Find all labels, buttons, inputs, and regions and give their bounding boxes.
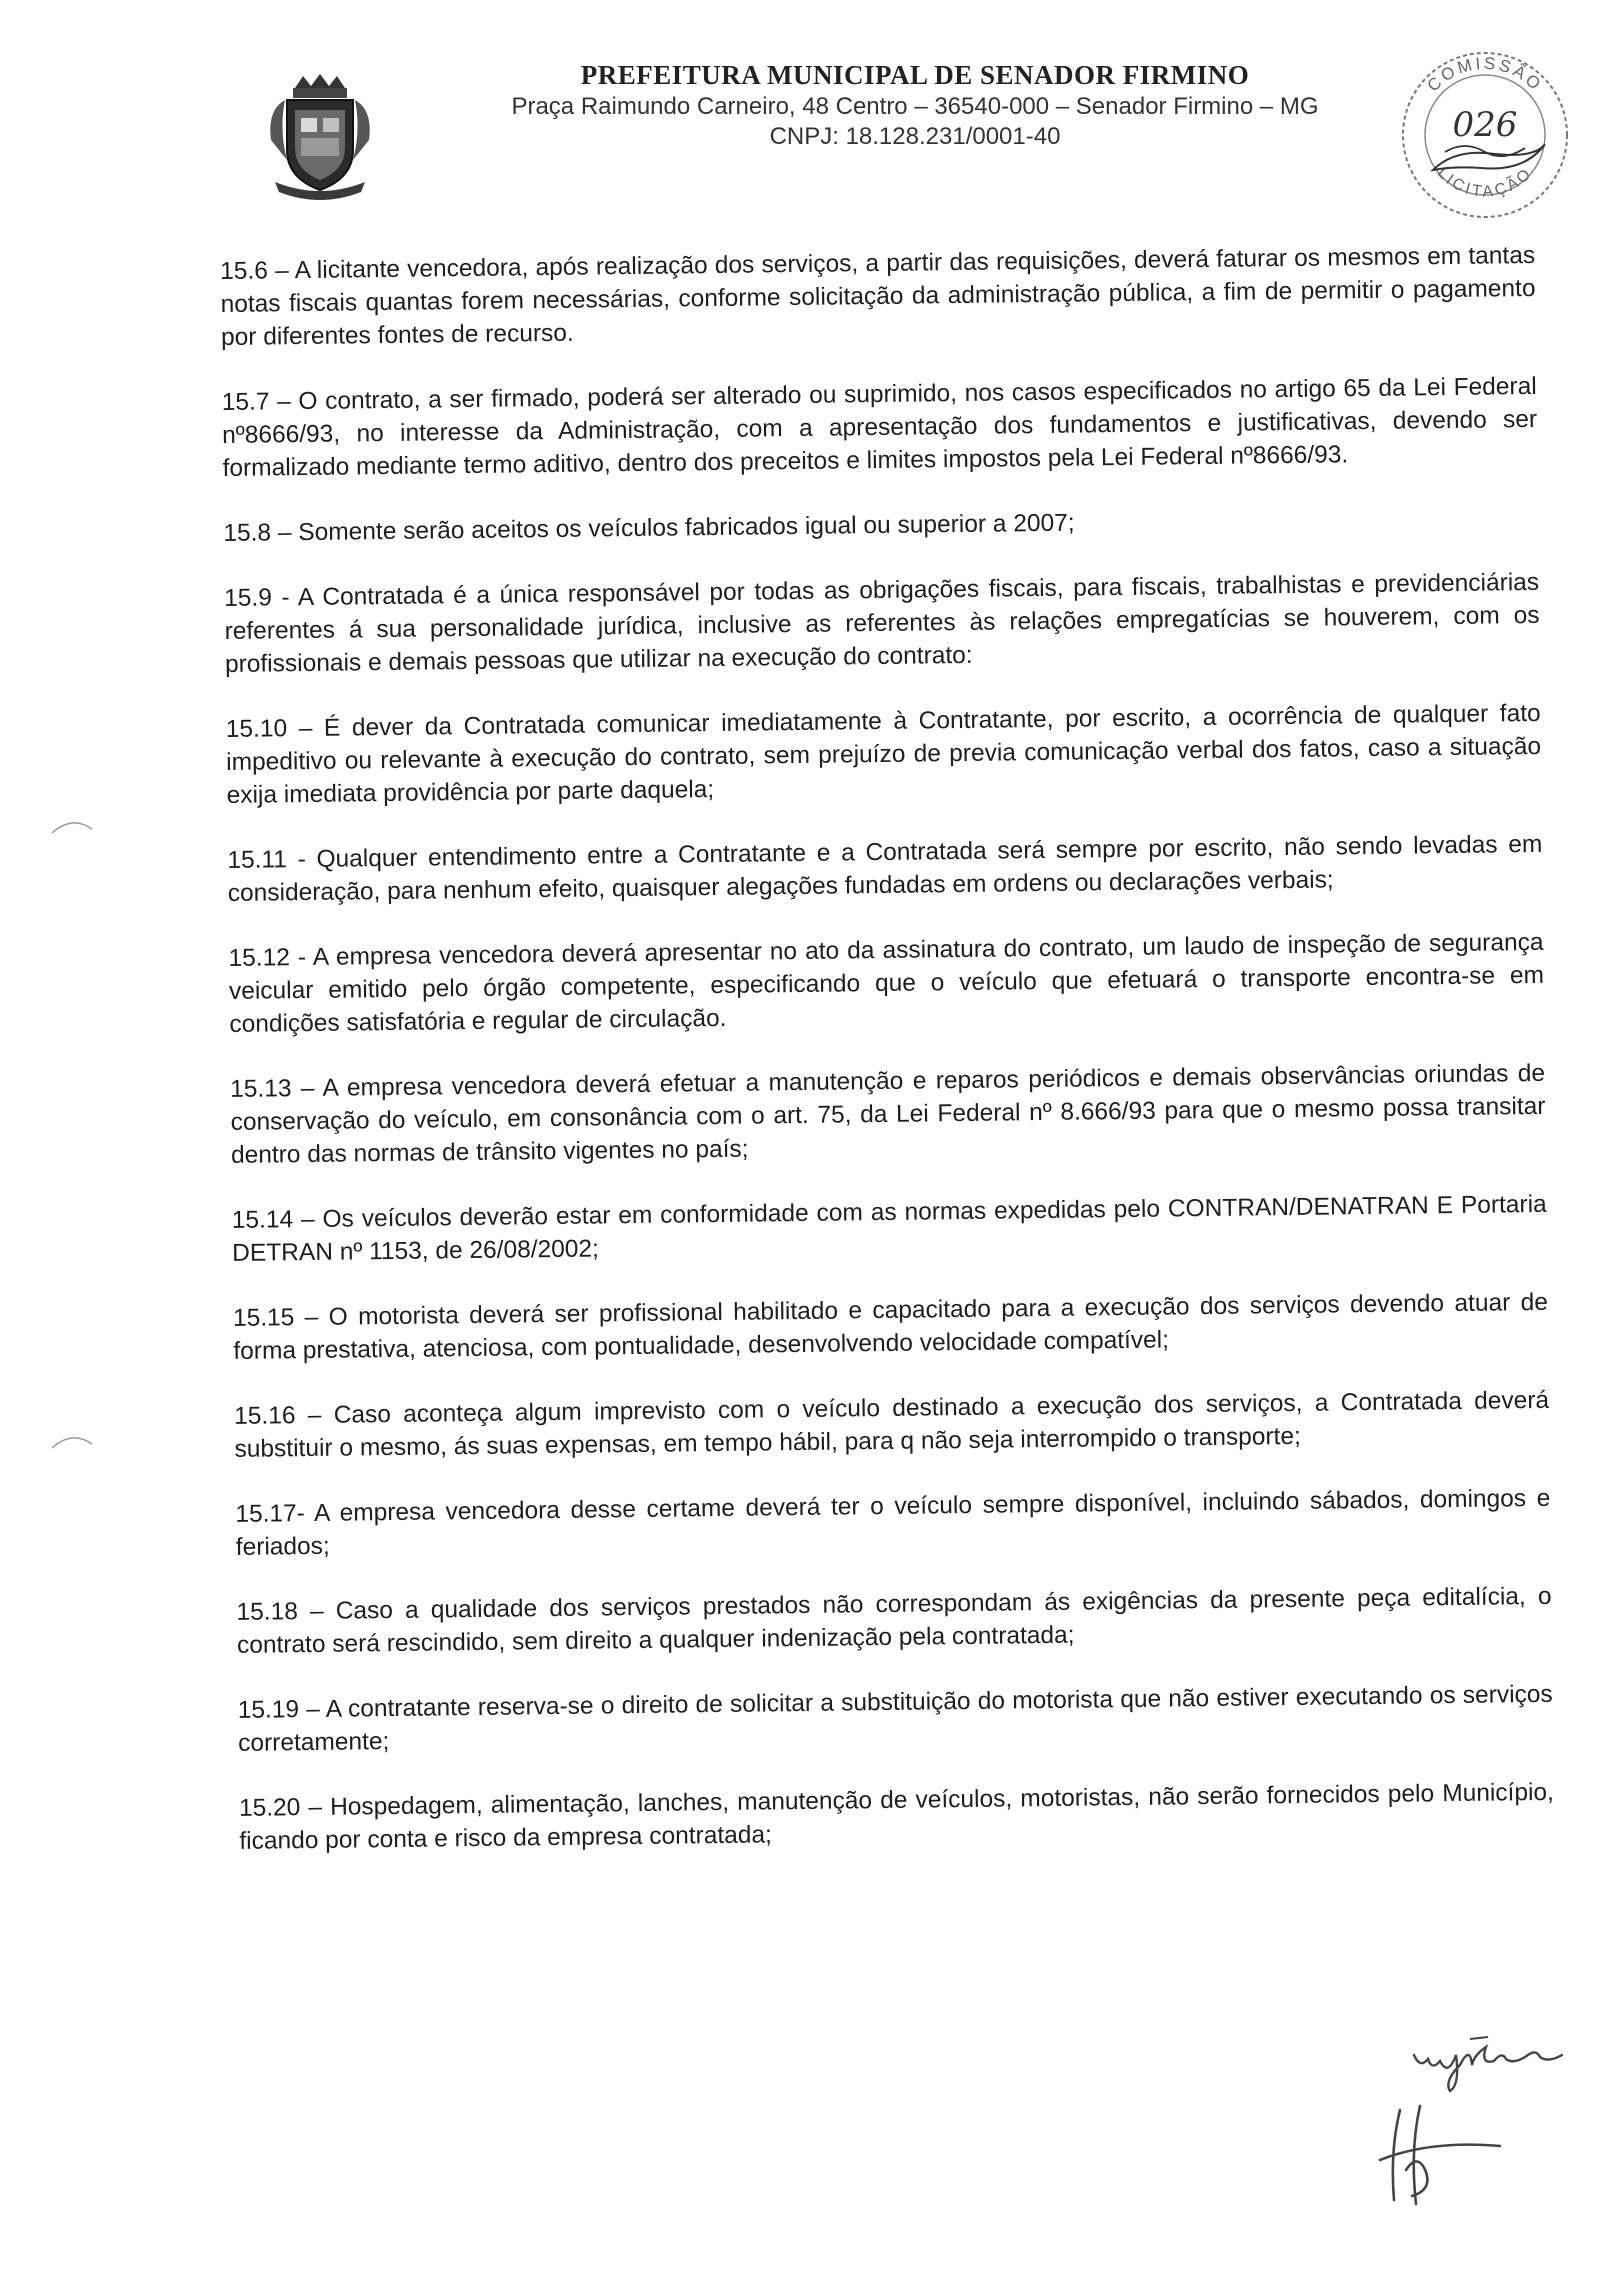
stamp-bottom-text: LICITAÇÃO xyxy=(1433,164,1537,201)
clause-15-10: 15.10 – É dever da Contratada comunicar imediatamente à Contratante, por escrito, a ocorrência de qualquer fato impeditivo ou relevante à execução do contrato, sem prejuízo de previa comunicação verbal dos fatos, caso a situação exija imediata providência por parte daquela; xyxy=(225,699,1542,809)
stamp-page-number: 026 xyxy=(1452,105,1518,145)
svg-text:LICITAÇÃO xyxy=(1434,164,1537,200)
clause-15-6: 15.6 – A licitante vencedora, após realização dos serviços, a partir das requisições, deverá faturar os mesmos em tantas notas fiscais quantas forem necessárias, conforme solicitação da administração pública, a fim de permitir o pagamento por diferentes fontes de recurso. xyxy=(220,241,1536,351)
clause-15-14: 15.14 – Os veículos deverão estar em conformidade com as normas expedidas pelo CONTRAN/DENATRAN E Portaria DETRAN nº 1153, de 26/08/2002; xyxy=(231,1190,1547,1267)
punch-hole-mark xyxy=(50,1430,94,1450)
letterhead-cnpj: CNPJ: 18.128.231/0001-40 xyxy=(769,123,1061,150)
stamp-top-text: COMISSÃO xyxy=(1423,53,1547,96)
commission-stamp xyxy=(1385,40,1585,230)
clause-15-12: 15.12 - A empresa vencedora deverá apresentar no ato da assinatura do contrato, um laudo de inspeção de segurança veicular emitido pelo órgão competente, especificando que o veículo que efetuará o transporte encontra-se em condições satisfatória e regular de circulação. xyxy=(228,928,1545,1038)
letterhead xyxy=(440,60,1390,151)
punch-hole-mark xyxy=(50,815,94,835)
letterhead-title: PREFEITURA MUNICIPAL DE SENADOR FIRMINO xyxy=(580,60,1250,90)
handwritten-initials xyxy=(1360,2100,1510,2210)
handwritten-signature xyxy=(1410,2025,1570,2095)
clause-15-17: 15.17- A empresa vencedora desse certame deverá ter o veículo sempre disponível, incluindo sábados, domingos e feriados; xyxy=(235,1484,1551,1561)
clause-15-19: 15.19 – A contratante reserva-se o direito de solicitar a substituição do motorista que não estiver executando os serviços corretamente; xyxy=(237,1680,1553,1757)
clause-15-16: 15.16 – Caso aconteça algum imprevisto com o veículo destinado a execução dos serviços, a Contratada deverá substituir o mesmo, ás suas expensas, em tempo hábil, para q não seja interrompido o transporte; xyxy=(234,1386,1550,1463)
clause-15-15: 15.15 – O motorista deverá ser profissional habilitado e capacitado para a execução dos serviços devendo atuar de forma prestativa, atenciosa, com pontualidade, desenvolvendo velocidade compatível; xyxy=(232,1288,1549,1365)
clause-15-11: 15.11 - Qualquer entendimento entre a Contratante e a Contratada será sempre por escrito, não sendo levadas em consideração, para nenhum efeito, quaisquer alegações fundadas em ordens ou declarações verbais; xyxy=(227,830,1543,907)
letterhead-address: Praça Raimundo Carneiro, 48 Centro – 36540-000 – Senador Firmino – MG xyxy=(511,93,1319,120)
clause-15-9: 15.9 - A Contratada é a única responsável por todas as obrigações fiscais, para fiscais, trabalhistas e previdenciárias referentes á sua personalidade jurídica, inclusive as referentes às relações empregatícias se houverem, com os profissionais e demais pessoas que utilizar na execução do contrato: xyxy=(224,568,1540,678)
clause-15-8: 15.8 – Somente serão aceitos os veículos fabricados igual ou superior a 2007; xyxy=(223,509,1075,547)
clause-15-18: 15.18 – Caso a qualidade dos serviços prestados não correspondam ás exigências da presente peça editalícia, o contrato será rescindido, sem direito a qualquer indenização pela contratada; xyxy=(236,1582,1552,1659)
document-body xyxy=(220,239,1555,1890)
clause-15-13: 15.13 – A empresa vencedora deverá efetuar a manutenção e reparos periódicos e demais observâncias oriundas de conservação do veículo, em consonância com o art. 75, da Lei Federal nº 8.666/93 para que o mesmo possa transitar dentro das normas de trânsito vigentes no país; xyxy=(230,1059,1546,1169)
clause-15-20: 15.20 – Hospedagem, alimentação, lanches, manutenção de veículos, motoristas, não serão fornecidos pelo Município, ficando por conta e risco da empresa contratada; xyxy=(238,1778,1555,1855)
municipal-crest-icon xyxy=(265,70,375,200)
clause-15-7: 15.7 – O contrato, a ser firmado, poderá ser alterado ou suprimido, nos casos especificados no artigo 65 da Lei Federal nº8666/93, no interesse da Administração, com a apresentação dos fundamentos e justificativas, devendo ser formalizado mediante termo aditivo, dentro dos preceitos e limites impostos pela Lei Federal nº8666/93. xyxy=(221,372,1538,482)
